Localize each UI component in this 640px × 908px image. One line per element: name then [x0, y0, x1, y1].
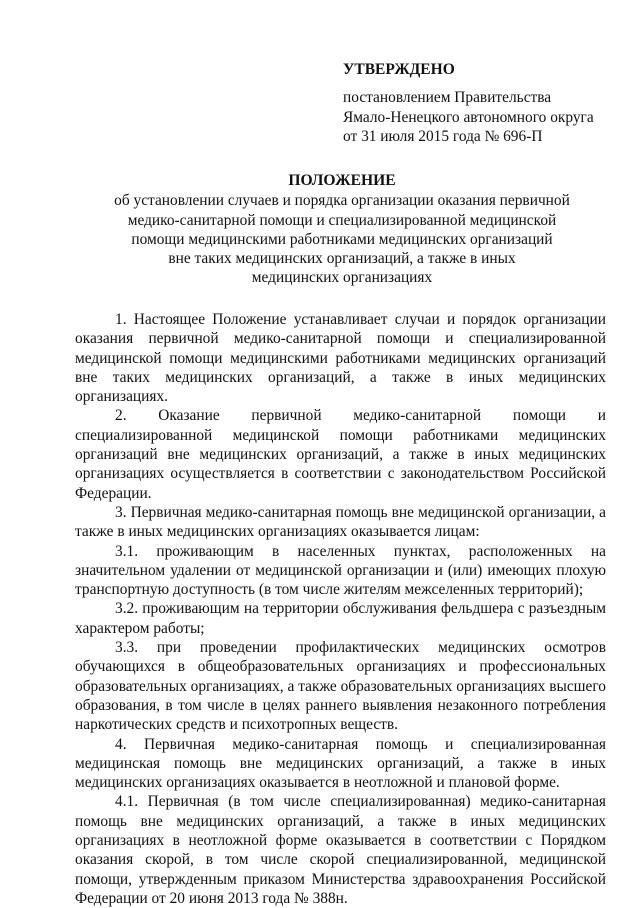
approval-line-date-number: от 31 июля 2015 года № 696-П — [343, 127, 543, 145]
document-subtitle-line: об установлении случаев и порядка организации оказания первичной — [114, 192, 570, 210]
paragraph-3-2: 3.2. проживающим на территории обслуживания фельдшера с разъездным характером работы; — [75, 600, 606, 637]
paragraph-1: 1. Настоящее Положение устанавливает случаи и порядок организации оказания первичной медико-санитарной помощи и специализированной медицинской помощи медицинскими работниками медицинских организаций вне таких медицинских организаций, а также в иных медицинских организациях. — [75, 311, 606, 406]
document-title-block — [96, 171, 588, 288]
paragraph-4-1: 4.1. Первичная (в том числе специализированная) медико-санитарная помощь вне медицинских организаций, а также в иных медицинских организациях в неотложной форме оказывается в соответствии с Порядком оказания скорой, в том числе скорой специализированной, медицинской помощи, утвержденным приказом Министерства здравоохранения Российской Федерации от 20 июня 2013 года № 388н. — [75, 793, 606, 907]
paragraph-3: 3. Первичная медико-санитарная помощь вне медицинской организации, а также в иных медицинских организациях оказывается лицам: — [75, 503, 606, 541]
paragraph-4: 4. Первичная медико-санитарная помощь и специализированная медицинская помощь вне медицинских организаций, а также в иных медицинских организациях оказывается в неотложной и плановой форме. — [75, 735, 606, 792]
approval-line-authority: постановлением Правительства — [343, 89, 552, 107]
approval-line-region: Ямало-Ненецкого автономного округа — [343, 108, 594, 126]
paragraph-3-1: 3.1. проживающим в населенных пунктах, расположенных на значительном удалении от медицинской организации и (или) имеющих плохую транспортную доступность (в том числе жителям межселенных территорий); — [75, 542, 606, 599]
document-body — [75, 310, 606, 908]
document-subtitle-line: медико-санитарной помощи и специализированной медицинской — [127, 211, 557, 229]
paragraph-3-3: 3.3. при проведении профилактических медицинских осмотров обучающихся в общеобразовательных организациях и профессиональных образовательных организациях, а также образовательных организациях высшего образования, в том числе в целях раннего выявления незаконного потребления наркотических средств и психотропных веществ. — [75, 639, 606, 734]
document-subtitle-line: вне таких медицинских организаций, а также в иных — [168, 250, 516, 268]
document-heading: ПОЛОЖЕНИЕ — [288, 172, 396, 189]
document-subtitle-line: медицинских организациях — [251, 269, 433, 287]
approval-block — [343, 60, 633, 146]
paragraph-2: 2. Оказание первичной медико-санитарной помощи и специализированной медицинской помощи работниками медицинских организаций вне медицинских организаций, а также в иных медицинских организациях осуществляется в соответствии с законодательством Российской Федерации. — [75, 407, 606, 502]
document-subtitle-line: помощи медицинскими работниками медицинских организаций — [131, 230, 553, 248]
approval-stamp: УТВЕРЖДЕНО — [343, 61, 455, 78]
